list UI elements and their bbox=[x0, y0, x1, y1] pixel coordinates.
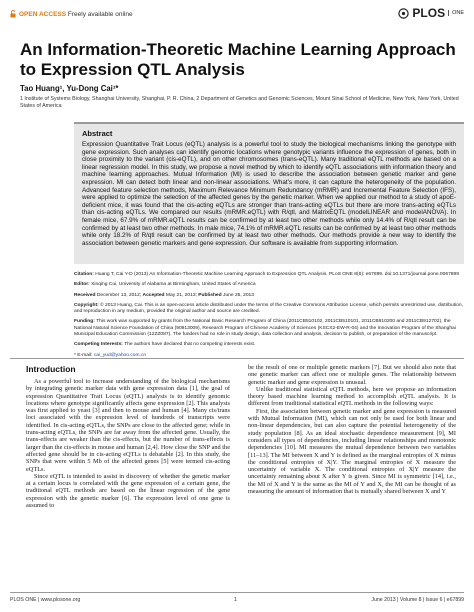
plos-logo-icon bbox=[398, 8, 409, 19]
logo-text: PLOS bbox=[412, 6, 446, 20]
page-number: 1 bbox=[234, 597, 237, 603]
paragraph: First, the association between genetic marker and gene expression is measured with Mutual Information (MI), which can not only be used for both linear and non-linear dependencies, but can also capture the potential heterogeneity of the study population [8]. As an ideal stochastic dependence measurement [9], MI considers all types of dependencies, including linear relationships and monotonic dependencies [10]. MI measures the mutual dependence between two variables [11–13]. The MI between X and Y is defined as the marginal entropies of X minus the conditional entropies of X|Y. The marginal entropies of X measure the uncertainty of variable X. The conditional entropies of X|Y measure the uncertainty remaining about X after Y is given. Since MI is symmetric [14], i.e., the MI of X and Y is the same as the MI of Y and X, the MI can be thought of as measuring the amount of information that is mutually shared between X and Y bbox=[248, 407, 456, 496]
open-access-lock-icon bbox=[10, 10, 16, 18]
logo-sub: ONE bbox=[448, 10, 464, 16]
footer-journal: PLOS ONE | www.plosone.org bbox=[10, 597, 81, 603]
dates: Received December 13, 2012; Accepted May 21, 2013; Published June 25, 2013 bbox=[74, 292, 255, 298]
footer-issue: June 2013 | Volume 8 | Issue 6 | e67899 bbox=[371, 597, 464, 603]
affiliations: 1 Institute of Systems Biology, Shanghai University, Shanghai, P. R. China, 2 Department of Genetics and Genomic Sciences, Mount Sinai School of Medicine, New York, New York, United States of America bbox=[20, 96, 459, 109]
body-column-right bbox=[248, 364, 456, 495]
paragraph: be the result of one or multiple genetic markers [7]. But we should also note that one genetic marker can affect one or multiple genes. The relationship between genetic marker and gene expression is unusual. bbox=[248, 364, 456, 386]
abstract-text: Expression Quantitative Trait Locus (eQTL) analysis is a powerful tool to study the biological mechanisms linking the genotype with gene expression. Such analyses can identify genomic locations where genotypic variants influence the expression of genes, both in close proximity to the variant (cis-eQTL), and on other chromosomes (trans-eQTL). Many traditional eQTL methods are based on a linear regression model. In this study, we propose a novel method by which to identify eQTL associations with information theory and machine learning approaches. Mutual Information (MI) is used to describe the association between genetic marker and gene expression. MI can detect both linear and non-linear associations. What's more, it can capture the heterogeneity of the population. Advanced feature selection methods, Maximum Relevance Minimum Redundancy (mRMR) and Incremental Feature Selection (IFS), were applied to optimize the selection of the affected genes by the genetic marker. When we applied our method to a study of apoE-deficient mice, it was found that the cis-acting eQTLs are stronger than trans-acting eQTLs but there are more trans-acting eQTLs than cis-acting eQTLs. We compared our results (mRMR.eQTL) with R/qtl, and MatrixEQTL (modelLINEAR and modelANOVA). In female mice, 67.9% of mRMR.eQTL results can be confirmed by at least two other methods while only 14.4% of R/qtl result can be confirmed by at least two other methods. In male mice, 74.1% of mRMR.eQTL results can be confirmed by at least two other methods while only 18.2% of R/qtl result can be confirmed by at least two other methods. Our methods provide a new way to identify the association between genetic markers and gene expression. Our software is available from supporting information. bbox=[82, 141, 456, 247]
paragraph: Unlike traditional statistical eQTL methods, here we propose an information theory based machine learning method to accomplish eQTL analysis. It is different from traditional statistical eQTL methods in the following ways: bbox=[248, 385, 456, 408]
paragraph: As a powerful tool to increase understanding of the biological mechanisms by integrating genetic marker data with gene expression data [1], the goal of expression Quantitative Trait Locus (eQTL) analysis is to identify genomic locations where genotype significantly affects gene expression [2]. This analysis was first applied to yeast [3] and then to mouse and human [4]. Many cis/trans loci associated with the expression level of hundreds of transcripts were identified. In cis-acting eQTLs, the SNPs are close to the affected gene; while in trans-acting eQTLs, the SNPs are far away from the affected gene. Usually, the trans-effects are weaker than the cis-effects, but the number of trans-effects is larger than the cis-effects in mouse and human [2,4]. How close the SNP and the affected gene should be in cis-acting eQTLs is debatable [2]. In this study, the SNPs that were within 5 Mb of the affected genes [5] were termed cis-acting eQTLs. bbox=[26, 378, 230, 473]
author-list: Tao Huang¹, Yu-Dong Cai¹* bbox=[20, 84, 119, 93]
competing-interests: Competing Interests: The authors have declared that no competing interests exist. bbox=[74, 342, 256, 348]
plos-one-logo bbox=[398, 6, 464, 20]
citation: Citation: Huang T, Cai Y-D (2013) An Information-Theoretic Machine Learning Approach to Expression QTL Analysis. PLoS ONE 8(6): e67899. doi:10.1371/journal.pone.0067899 bbox=[74, 272, 459, 277]
correspondence: * E-mail: cai_yud@yahoo.com.cn bbox=[74, 352, 147, 358]
body-column-left bbox=[26, 378, 230, 509]
introduction-heading: Introduction bbox=[26, 364, 76, 374]
editor: Editor: Xinqing Cui, University of Alabama at Birmingham, United States of America bbox=[74, 282, 256, 288]
abstract-box bbox=[74, 122, 464, 264]
paragraph: Since eQTL is intended to assist in discovery of whether the genetic marker at a certain locus is correlated with the gene expression of a certain gene, the traditional eQTL methods are based on the linear regression of the gene expression with the genetic marker [6]. The expression level of one gene is assumed to bbox=[26, 472, 230, 510]
funding: Funding: This work was supported by grants from the National Basic Research Program of China (2011CB510102, 2011CB510101, 2011CB910200 and 2011CB912702), the National Natural Science Foundation of China (90913009), Research Program of Chinese Academy of Sciences (KSCX2-EW-R-04) and the Innovation Program of the Shanghai Municipal Education Commission (12ZZ087). The funders had no role in study design, data collection and analysis, decision to publish, or preparation of the manuscript. bbox=[74, 319, 456, 338]
article-title: An Information-Theoretic Machine Learning Approach to Expression QTL Analysis bbox=[20, 40, 456, 79]
copyright: Copyright: © 2013 Huang, Cai. This is an open-access article distributed under the terms of the Creative Commons Attribution License, which permits unrestricted use, distribution, and reproduction in any medium, provided the original author and source are credited. bbox=[74, 302, 463, 315]
abstract-heading: Abstract bbox=[82, 129, 113, 138]
journal-header bbox=[10, 10, 133, 18]
footer-divider bbox=[10, 592, 464, 593]
article-metadata bbox=[74, 272, 464, 363]
email-link[interactable]: cai_yud@yahoo.com.cn bbox=[93, 352, 147, 358]
open-access-label: OPEN ACCESS bbox=[19, 10, 67, 18]
freely-available-label: Freely available online bbox=[67, 10, 133, 18]
divider bbox=[10, 358, 464, 359]
